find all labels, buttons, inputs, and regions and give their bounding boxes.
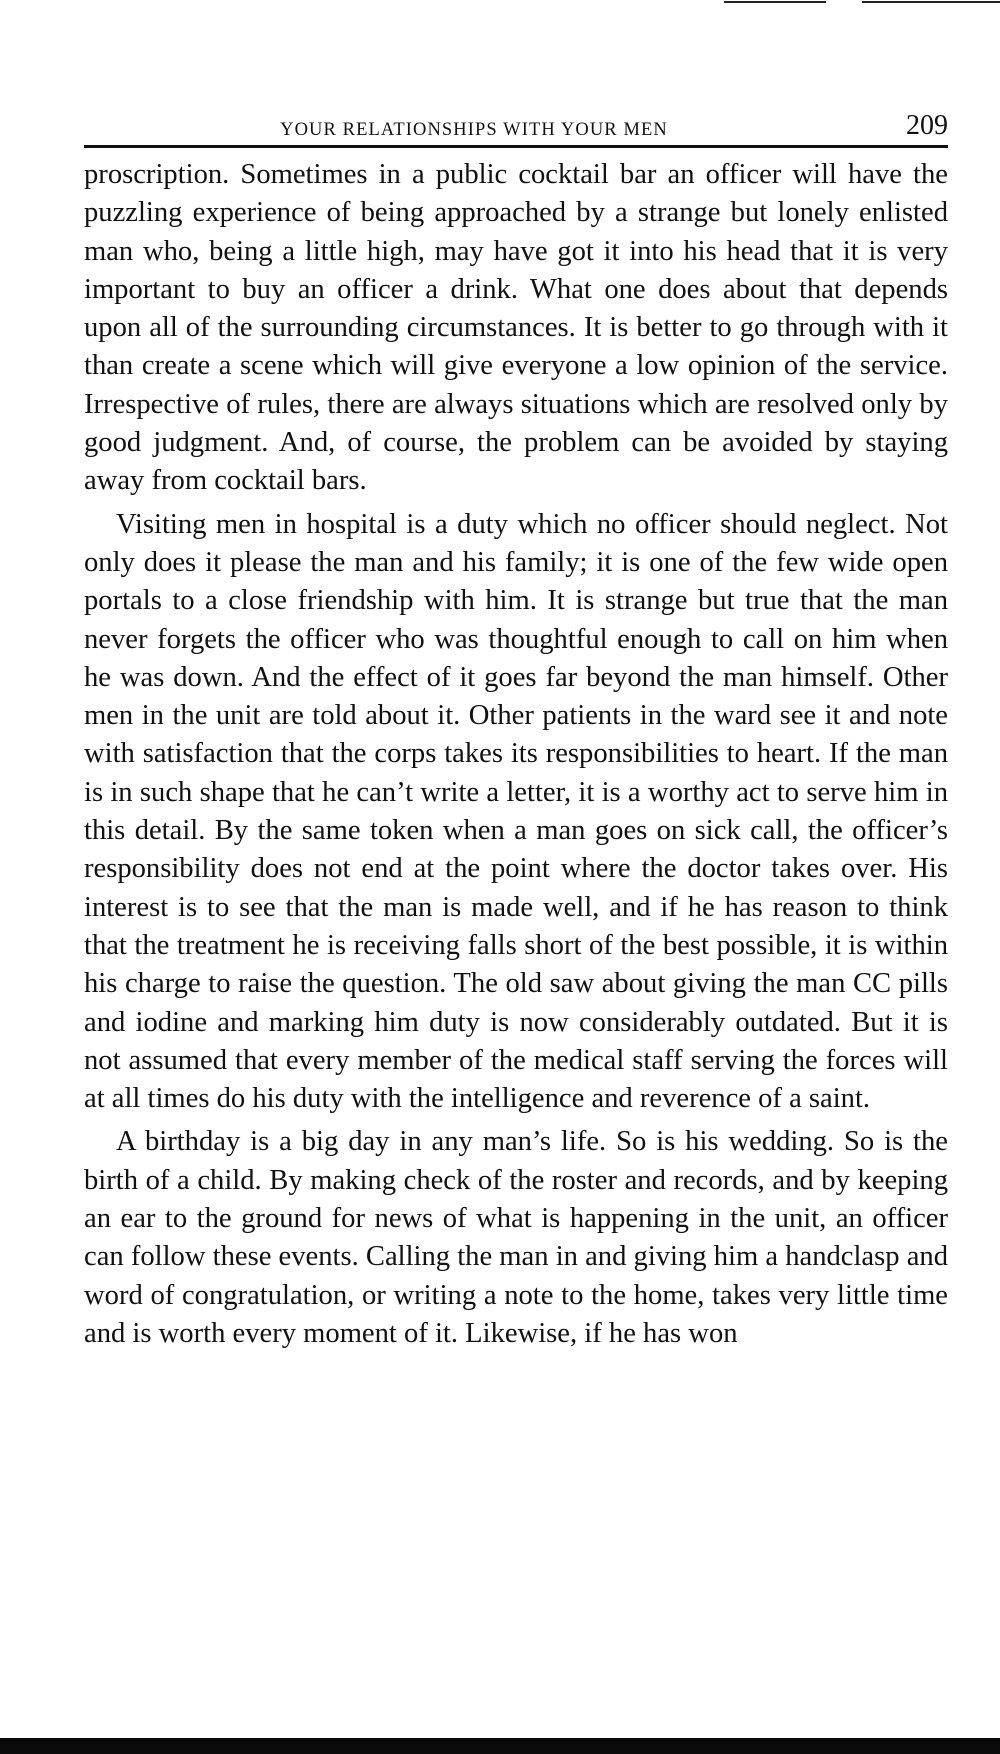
bottom-scan-edge [0,1738,1000,1754]
running-head: YOUR RELATIONSHIPS WITH YOUR MEN [280,120,668,140]
page-header [84,104,948,146]
top-edge-rule [724,1,1000,3]
body-text [84,156,948,1353]
paragraph-hospital-visits: Visiting men in hospital is a duty which no officer should neglect. Not only does it please the man and his family; it is one of the few wide open portals to a close friendship with him. It is strange but true that the man never forgets the officer who was thoughtful enough to call on him when he was down. And the effect of it goes far beyond the man himself. Other men in the unit are told about it. Other patients in the ward see it and note with satisfaction that the corps takes its responsibilities to heart. If the man is in such shape that he can’t write a letter, it is a worthy act to serve him in this detail. By the same token when a man goes on sick call, the officer’s responsibility does not end at the point where the doctor takes over. His interest is to see that the man is made well, and if he has reason to think that the treatment he is receiving falls short of the best possible, it is within his charge to raise the question. The old saw about giving the man CC pills and iodine and marking him duty is now considerably outdated. But it is not assumed that every member of the medical staff serving the forces will at all times do his duty with the intelligence and reverence of a saint. [84,508,948,1115]
page-number: 209 [906,110,948,141]
paragraph-birthdays: A birthday is a big day in any man’s life. So is his wedding. So is the birth of a child. By making check of the roster and records, and by keeping an ear to the ground for news of what is happening in the unit, an officer can follow these events. Calling the man in and giving him a handclasp and word of congratulation, or writing a note to the home, takes very little time and is worth every moment of it. Likewise, if he has won [84,1126,948,1349]
top-edge-rule-gap [826,0,862,5]
paragraph-continued: proscription. Sometimes in a public cocktail bar an officer will have the puzzling experience of being approached by a strange but lonely enlisted man who, being a little high, may have got it into his head that it is very important to buy an officer a drink. What one does about that depends upon all of the surrounding circumstances. It is better to go through with it than create a scene which will give everyone a low opinion of the service. Irrespective of rules, there are always situations which are resolved only by good judgment. And, of course, the problem can be avoided by staying away from cocktail bars. [84,159,948,497]
header-rule [84,145,948,148]
